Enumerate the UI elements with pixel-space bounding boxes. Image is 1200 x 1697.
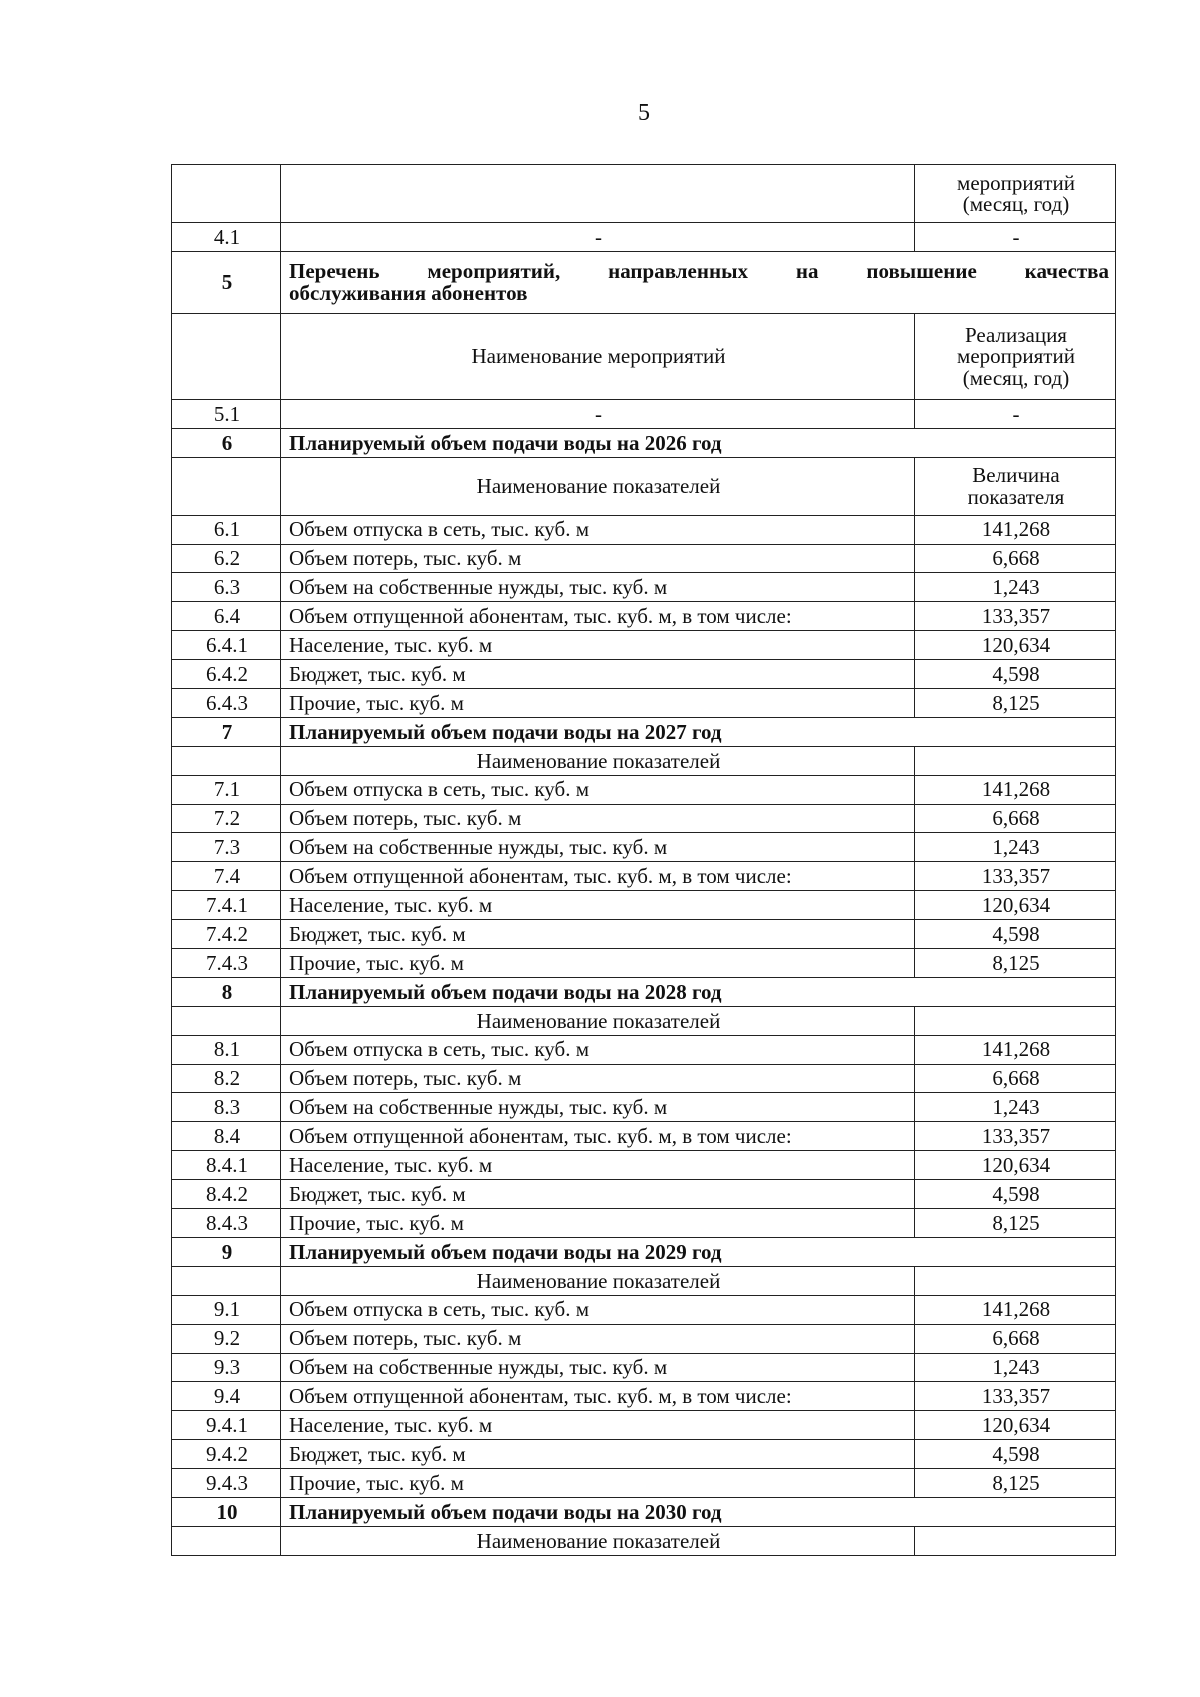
row-number: 9.4.2 bbox=[172, 1440, 281, 1469]
title-word: мероприятий, bbox=[427, 259, 561, 284]
empty-cell bbox=[915, 1266, 1116, 1295]
table-row bbox=[172, 1295, 1116, 1324]
row-value: 1,243 bbox=[915, 833, 1116, 862]
table-row bbox=[172, 891, 1116, 920]
row-number: 7.4.2 bbox=[172, 920, 281, 949]
water-supply-table bbox=[171, 164, 1116, 1556]
row-name: Объем отпущенной абонентам, тыс. куб. м, в том числе: bbox=[281, 862, 915, 891]
section-title: Планируемый объем подачи воды на 2026 год bbox=[281, 428, 1116, 457]
column-header-row bbox=[172, 313, 1116, 399]
column-header-name: Наименование мероприятий bbox=[281, 313, 915, 399]
section-header-row bbox=[172, 1237, 1116, 1266]
table-row bbox=[172, 1122, 1116, 1151]
table-row bbox=[172, 1353, 1116, 1382]
row-name: Объем отпущенной абонентам, тыс. куб. м, в том числе: bbox=[281, 602, 915, 631]
row-number: 9.1 bbox=[172, 1295, 281, 1324]
row-value: 141,268 bbox=[915, 515, 1116, 544]
row-value: 8,125 bbox=[915, 689, 1116, 718]
row-value: - bbox=[915, 223, 1116, 252]
empty-cell bbox=[172, 165, 281, 223]
row-number: 7.4 bbox=[172, 862, 281, 891]
row-name: Объем на собственные нужды, тыс. куб. м bbox=[281, 1093, 915, 1122]
row-value: 120,634 bbox=[915, 891, 1116, 920]
empty-cell bbox=[172, 1266, 281, 1295]
column-header-row bbox=[172, 1266, 1116, 1295]
empty-cell bbox=[172, 1526, 281, 1555]
section-header-row bbox=[172, 428, 1116, 457]
row-name: Население, тыс. куб. м bbox=[281, 631, 915, 660]
row-name: Прочие, тыс. куб. м bbox=[281, 1209, 915, 1238]
table-row bbox=[172, 660, 1116, 689]
row-number: 9.3 bbox=[172, 1353, 281, 1382]
table-row bbox=[172, 515, 1116, 544]
section-title-line1 bbox=[289, 261, 1109, 282]
row-number: 4.1 bbox=[172, 223, 281, 252]
row-name: Прочие, тыс. куб. м bbox=[281, 949, 915, 978]
row-name: Объем отпущенной абонентам, тыс. куб. м, в том числе: bbox=[281, 1382, 915, 1411]
row-number: 9.4.3 bbox=[172, 1469, 281, 1498]
row-value: 8,125 bbox=[915, 1209, 1116, 1238]
row-value: 141,268 bbox=[915, 1295, 1116, 1324]
table-row bbox=[172, 1064, 1116, 1093]
table-row bbox=[172, 1209, 1116, 1238]
row-number: 8.4 bbox=[172, 1122, 281, 1151]
row-name: Объем отпущенной абонентам, тыс. куб. м, в том числе: bbox=[281, 1122, 915, 1151]
row-name: Объем потерь, тыс. куб. м bbox=[281, 804, 915, 833]
section-header-row bbox=[172, 717, 1116, 746]
row-number: 8.3 bbox=[172, 1093, 281, 1122]
column-header-row bbox=[172, 1006, 1116, 1035]
column-header-name: Наименование показателей bbox=[281, 1006, 915, 1035]
table-row bbox=[172, 223, 1116, 252]
section-title: Планируемый объем подачи воды на 2029 год bbox=[281, 1237, 1116, 1266]
table-row bbox=[172, 1440, 1116, 1469]
section-number: 8 bbox=[172, 977, 281, 1006]
column-header-row bbox=[172, 1526, 1116, 1555]
table-row bbox=[172, 1469, 1116, 1498]
section-title: Планируемый объем подачи воды на 2030 год bbox=[281, 1497, 1116, 1526]
row-value: 120,634 bbox=[915, 1151, 1116, 1180]
row-name: Бюджет, тыс. куб. м bbox=[281, 1180, 915, 1209]
row-value: 120,634 bbox=[915, 631, 1116, 660]
empty-cell bbox=[915, 746, 1116, 775]
row-value: 133,357 bbox=[915, 602, 1116, 631]
table-row bbox=[172, 833, 1116, 862]
row-name: Объем отпуска в сеть, тыс. куб. м bbox=[281, 1035, 915, 1064]
table-row bbox=[172, 544, 1116, 573]
column-header-name: Наименование показателей bbox=[281, 1266, 915, 1295]
table-row bbox=[172, 399, 1116, 428]
row-number: 9.4 bbox=[172, 1382, 281, 1411]
continuation-header-row bbox=[172, 165, 1116, 223]
row-value: 6,668 bbox=[915, 1064, 1116, 1093]
row-number: 6.4.3 bbox=[172, 689, 281, 718]
table-row bbox=[172, 1324, 1116, 1353]
row-value: 6,668 bbox=[915, 1324, 1116, 1353]
table-row bbox=[172, 602, 1116, 631]
table-row bbox=[172, 573, 1116, 602]
row-number: 7.3 bbox=[172, 833, 281, 862]
row-name: Объем на собственные нужды, тыс. куб. м bbox=[281, 833, 915, 862]
row-number: 7.4.1 bbox=[172, 891, 281, 920]
page-number: 5 bbox=[638, 100, 650, 126]
section-header-row bbox=[172, 977, 1116, 1006]
column-header-value: Реализация мероприятий (месяц, год) bbox=[915, 313, 1116, 399]
row-name: - bbox=[281, 223, 915, 252]
row-name: Объем на собственные нужды, тыс. куб. м bbox=[281, 573, 915, 602]
row-number: 5.1 bbox=[172, 399, 281, 428]
row-name: Население, тыс. куб. м bbox=[281, 1151, 915, 1180]
title-word: на bbox=[795, 259, 819, 284]
row-name: Объем отпуска в сеть, тыс. куб. м bbox=[281, 775, 915, 804]
row-number: 8.4.1 bbox=[172, 1151, 281, 1180]
row-name: Объем отпуска в сеть, тыс. куб. м bbox=[281, 515, 915, 544]
row-value: 4,598 bbox=[915, 1440, 1116, 1469]
row-number: 8.4.3 bbox=[172, 1209, 281, 1238]
row-name: Население, тыс. куб. м bbox=[281, 1411, 915, 1440]
row-value: 133,357 bbox=[915, 862, 1116, 891]
row-value: 8,125 bbox=[915, 949, 1116, 978]
empty-cell bbox=[172, 313, 281, 399]
table-row bbox=[172, 775, 1116, 804]
section-number: 9 bbox=[172, 1237, 281, 1266]
section-title-line2: обслуживания абонентов bbox=[289, 280, 528, 305]
row-number: 6.4.1 bbox=[172, 631, 281, 660]
column-header-name: Наименование показателей bbox=[281, 1526, 915, 1555]
row-name: Объем потерь, тыс. куб. м bbox=[281, 1064, 915, 1093]
table-row bbox=[172, 631, 1116, 660]
table-row bbox=[172, 949, 1116, 978]
section-title: Планируемый объем подачи воды на 2027 год bbox=[281, 717, 1116, 746]
table-row bbox=[172, 1035, 1116, 1064]
row-name: Прочие, тыс. куб. м bbox=[281, 1469, 915, 1498]
section-number: 7 bbox=[172, 717, 281, 746]
empty-cell bbox=[915, 1526, 1116, 1555]
row-name: Бюджет, тыс. куб. м bbox=[281, 660, 915, 689]
title-word: повышение bbox=[866, 259, 977, 284]
empty-cell bbox=[172, 746, 281, 775]
row-value: 4,598 bbox=[915, 920, 1116, 949]
table-row bbox=[172, 862, 1116, 891]
empty-cell bbox=[915, 1006, 1116, 1035]
table-row bbox=[172, 804, 1116, 833]
row-number: 6.2 bbox=[172, 544, 281, 573]
row-number: 8.2 bbox=[172, 1064, 281, 1093]
section-header-row bbox=[172, 1497, 1116, 1526]
row-number: 6.3 bbox=[172, 573, 281, 602]
row-value: 1,243 bbox=[915, 573, 1116, 602]
row-number: 9.2 bbox=[172, 1324, 281, 1353]
empty-cell bbox=[172, 457, 281, 515]
row-value: 6,668 bbox=[915, 804, 1116, 833]
table-row bbox=[172, 1411, 1116, 1440]
section-title: Планируемый объем подачи воды на 2028 год bbox=[281, 977, 1116, 1006]
title-word: направленных bbox=[608, 259, 748, 284]
column-header-value: Величина показателя bbox=[915, 457, 1116, 515]
row-value: 4,598 bbox=[915, 660, 1116, 689]
column-header-value: мероприятий (месяц, год) bbox=[915, 165, 1116, 223]
row-number: 7.1 bbox=[172, 775, 281, 804]
table-row bbox=[172, 920, 1116, 949]
row-number: 6.4 bbox=[172, 602, 281, 631]
row-value: 120,634 bbox=[915, 1411, 1116, 1440]
row-number: 8.1 bbox=[172, 1035, 281, 1064]
row-number: 7.4.3 bbox=[172, 949, 281, 978]
row-number: 8.4.2 bbox=[172, 1180, 281, 1209]
row-value: 133,357 bbox=[915, 1382, 1116, 1411]
column-header-row bbox=[172, 746, 1116, 775]
row-name: Объем потерь, тыс. куб. м bbox=[281, 1324, 915, 1353]
row-value: 8,125 bbox=[915, 1469, 1116, 1498]
column-header-name: Наименование показателей bbox=[281, 457, 915, 515]
section-number: 6 bbox=[172, 428, 281, 457]
row-name: Прочие, тыс. куб. м bbox=[281, 689, 915, 718]
empty-cell bbox=[172, 1006, 281, 1035]
row-name: - bbox=[281, 399, 915, 428]
column-header-name: Наименование показателей bbox=[281, 746, 915, 775]
row-value: 133,357 bbox=[915, 1122, 1116, 1151]
table-row bbox=[172, 1151, 1116, 1180]
empty-cell bbox=[281, 165, 915, 223]
row-number: 9.4.1 bbox=[172, 1411, 281, 1440]
section-number: 10 bbox=[172, 1497, 281, 1526]
section-header-row bbox=[172, 251, 1116, 313]
row-name: Объем на собственные нужды, тыс. куб. м bbox=[281, 1353, 915, 1382]
title-word: качества bbox=[1024, 259, 1109, 284]
row-number: 6.4.2 bbox=[172, 660, 281, 689]
section-title bbox=[281, 251, 1116, 313]
row-number: 7.2 bbox=[172, 804, 281, 833]
row-name: Объем отпуска в сеть, тыс. куб. м bbox=[281, 1295, 915, 1324]
row-value: 4,598 bbox=[915, 1180, 1116, 1209]
row-name: Бюджет, тыс. куб. м bbox=[281, 1440, 915, 1469]
row-number: 6.1 bbox=[172, 515, 281, 544]
row-value: 1,243 bbox=[915, 1093, 1116, 1122]
row-name: Объем потерь, тыс. куб. м bbox=[281, 544, 915, 573]
section-number: 5 bbox=[172, 251, 281, 313]
row-value: - bbox=[915, 399, 1116, 428]
row-value: 141,268 bbox=[915, 775, 1116, 804]
row-value: 6,668 bbox=[915, 544, 1116, 573]
title-word: Перечень bbox=[289, 259, 380, 284]
table-row bbox=[172, 1093, 1116, 1122]
row-value: 1,243 bbox=[915, 1353, 1116, 1382]
row-value: 141,268 bbox=[915, 1035, 1116, 1064]
row-name: Бюджет, тыс. куб. м bbox=[281, 920, 915, 949]
table-row bbox=[172, 689, 1116, 718]
row-name: Население, тыс. куб. м bbox=[281, 891, 915, 920]
column-header-row bbox=[172, 457, 1116, 515]
table-row bbox=[172, 1180, 1116, 1209]
table-row bbox=[172, 1382, 1116, 1411]
